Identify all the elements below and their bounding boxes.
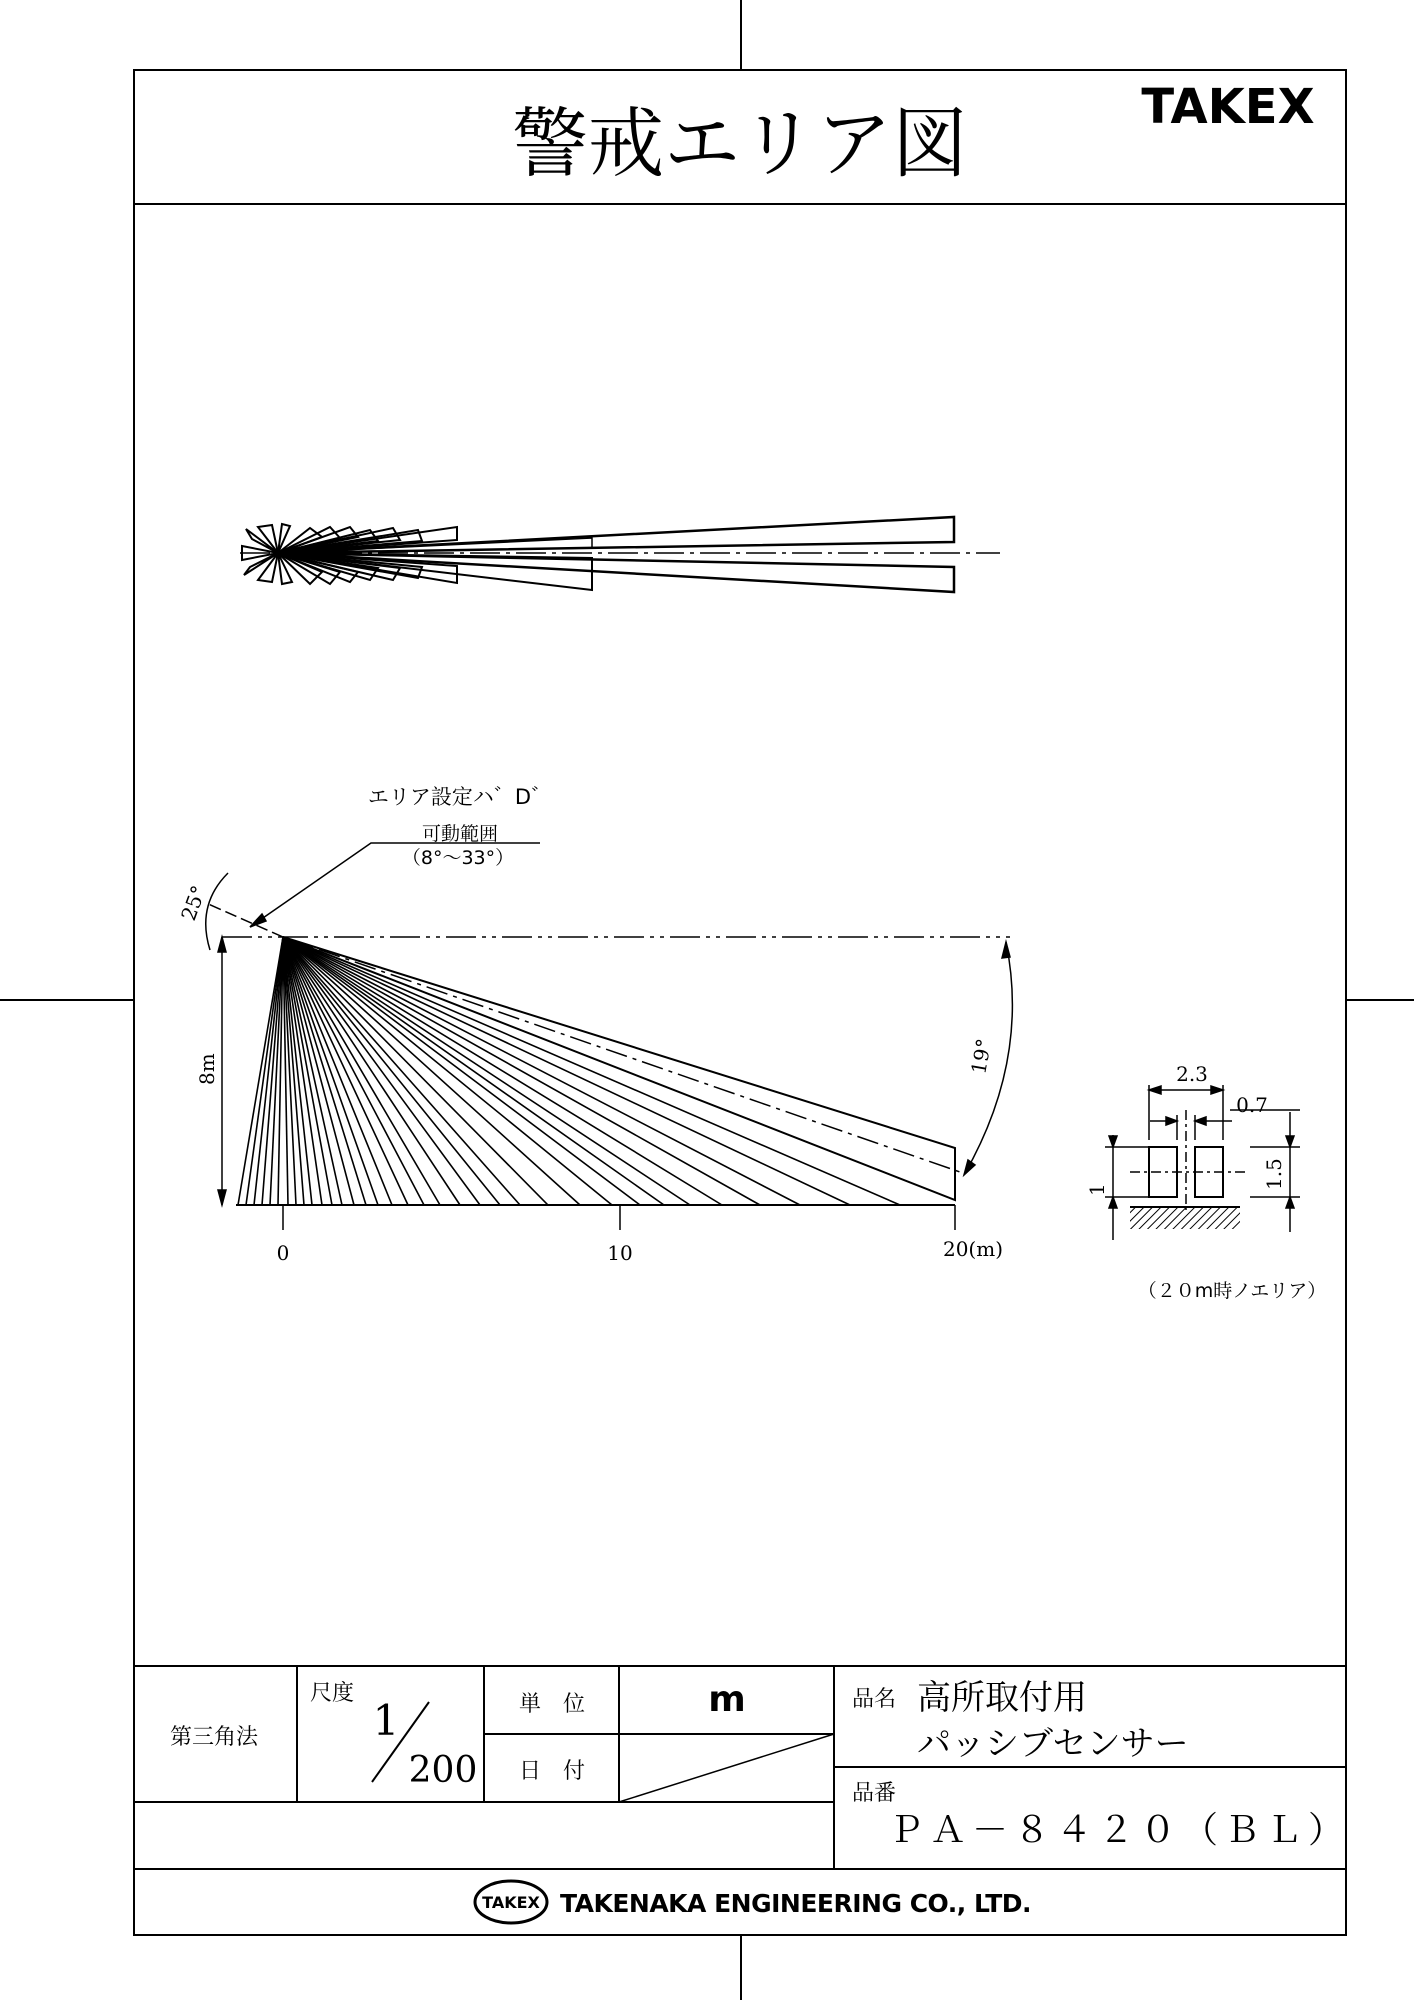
side-ray bbox=[283, 937, 460, 1205]
side-ray bbox=[283, 937, 760, 1205]
company-logo-text: TAKEX bbox=[482, 1893, 540, 1912]
company-name: TAKENAKA ENGINEERING CO., LTD. bbox=[560, 1889, 1032, 1918]
name-label: 品名 bbox=[852, 1687, 897, 1712]
scale-denominator: 200 bbox=[408, 1750, 478, 1791]
rear-angle-arc bbox=[206, 873, 228, 950]
projection-label: 第三角法 bbox=[169, 1725, 259, 1750]
side-ray bbox=[283, 937, 664, 1205]
x-tick-0: 0 bbox=[276, 1241, 290, 1265]
name-line-1: 高所取付用 bbox=[917, 1678, 1087, 1718]
zone-long-lower bbox=[278, 553, 954, 592]
right-angle-label: 19° bbox=[966, 1036, 997, 1076]
number-label: 品番 bbox=[852, 1781, 897, 1806]
side-ray bbox=[283, 937, 580, 1205]
range-values: （8°～33°） bbox=[401, 847, 515, 869]
side-ray bbox=[283, 937, 850, 1205]
side-ray bbox=[283, 937, 548, 1205]
height-label: 8m bbox=[195, 1053, 219, 1085]
date-diagonal bbox=[619, 1734, 834, 1802]
x-tick-20: 20(m) bbox=[942, 1237, 1004, 1261]
side-ray bbox=[283, 937, 800, 1205]
scale-label: 尺度 bbox=[310, 1681, 355, 1706]
detail-gap-label: 0.7 bbox=[1236, 1093, 1268, 1117]
side-ray bbox=[283, 937, 722, 1205]
date-label: 日 付 bbox=[518, 1759, 586, 1784]
x-tick-10: 10 bbox=[607, 1241, 633, 1265]
detail-caption: （２０m時ノエリア） bbox=[1137, 1280, 1327, 1302]
part-number: ＰＡ－８４２０（ＢＬ） bbox=[888, 1810, 1351, 1851]
sheet-frame bbox=[134, 70, 1346, 1935]
top-view-diagram bbox=[240, 517, 1000, 592]
setting-label: エリア設定ハ゛D゛ bbox=[367, 785, 553, 809]
detail-width-label: 2.3 bbox=[1176, 1062, 1208, 1086]
detail-ground-hatch bbox=[1130, 1207, 1240, 1229]
detail-height-label: 1.5 bbox=[1262, 1158, 1286, 1190]
side-zone-long bbox=[283, 937, 955, 1200]
side-view-rays bbox=[238, 937, 900, 1205]
detail-ground-label: 1 bbox=[1085, 1183, 1109, 1196]
page-title: 警戒エリア図 bbox=[512, 99, 968, 188]
company-footer bbox=[475, 1881, 1031, 1923]
rear-angle-line bbox=[206, 903, 283, 937]
name-line-2: パッシブセンサー bbox=[917, 1724, 1189, 1764]
brand-logo: TAKEX bbox=[1141, 79, 1315, 135]
side-zone-long-axis bbox=[283, 937, 960, 1172]
range-label: 可動範囲 bbox=[421, 823, 499, 845]
rear-angle-label: 25° bbox=[176, 882, 211, 924]
scale-numerator: 1 bbox=[372, 1696, 400, 1745]
unit-value: m bbox=[708, 1679, 746, 1720]
unit-label: 単 位 bbox=[518, 1692, 586, 1717]
side-ray bbox=[283, 937, 640, 1205]
